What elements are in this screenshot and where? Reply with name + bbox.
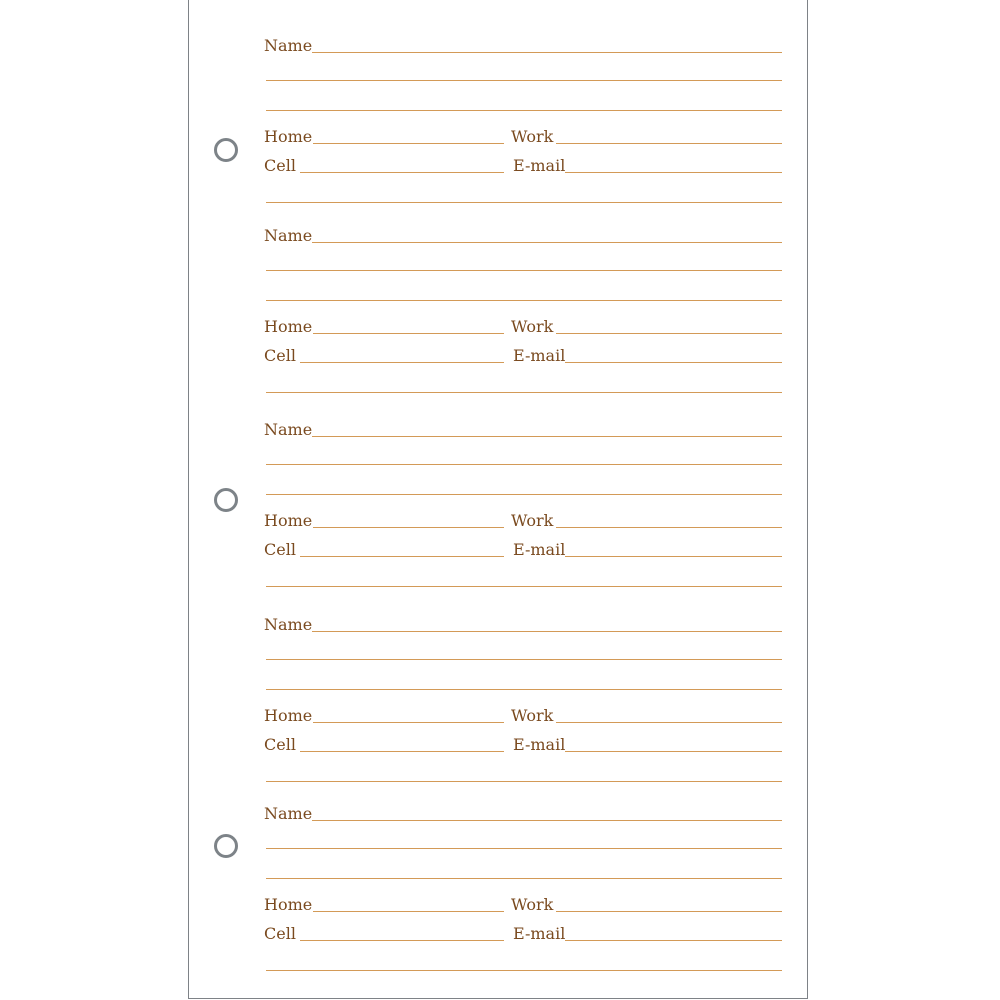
name-line[interactable] [312,631,782,632]
cell-phone-row [264,539,504,559]
cell-phone-label: Cell [264,924,296,943]
cell-phone-line[interactable] [300,940,504,941]
home-phone-line[interactable] [313,527,504,528]
name-line[interactable] [312,52,782,53]
address-entry [189,803,809,983]
notes-line-row [266,764,782,784]
home-phone-line[interactable] [313,911,504,912]
address-line-1-row [266,63,782,83]
home-phone-label: Home [264,511,313,530]
address-line-1-line[interactable] [266,848,782,849]
cell-phone-line[interactable] [300,556,504,557]
work-phone-label: Work [511,317,554,336]
notes-line-row [266,953,782,973]
work-phone-label: Work [511,511,554,530]
email-row [513,539,782,559]
work-phone-row [511,894,782,914]
work-phone-row [511,705,782,725]
home-phone-label: Home [264,706,313,725]
address-line-2-row [266,477,782,497]
address-line-1-row [266,253,782,273]
address-line-1-row [266,831,782,851]
email-row [513,155,782,175]
address-line-2-row [266,93,782,113]
address-line-2-row [266,672,782,692]
name-row [264,614,782,634]
name-row [264,803,782,823]
email-label: E-mail [513,735,566,754]
home-phone-row [264,316,504,336]
home-phone-row [264,126,504,146]
address-line-2-line[interactable] [266,689,782,690]
name-line[interactable] [312,242,782,243]
work-phone-row [511,316,782,336]
name-label: Name [264,615,313,634]
address-entry [189,614,809,794]
work-phone-row [511,510,782,530]
cell-phone-label: Cell [264,540,296,559]
address-line-2-line[interactable] [266,110,782,111]
cell-phone-row [264,923,504,943]
address-entry [189,35,809,215]
email-row [513,734,782,754]
email-label: E-mail [513,156,566,175]
notes-line-line[interactable] [266,970,782,971]
address-line-1-line[interactable] [266,80,782,81]
work-phone-label: Work [511,706,554,725]
home-phone-line[interactable] [313,143,504,144]
address-line-2-row [266,283,782,303]
home-phone-row [264,705,504,725]
home-phone-line[interactable] [313,722,504,723]
email-label: E-mail [513,540,566,559]
email-line[interactable] [565,751,782,752]
email-line[interactable] [565,556,782,557]
notes-line-line[interactable] [266,202,782,203]
email-line[interactable] [565,940,782,941]
address-entry [189,419,809,599]
address-line-1-line[interactable] [266,270,782,271]
email-line[interactable] [565,172,782,173]
name-row [264,35,782,55]
cell-phone-row [264,734,504,754]
home-phone-label: Home [264,127,313,146]
address-line-2-line[interactable] [266,878,782,879]
cell-phone-row [264,155,504,175]
work-phone-line[interactable] [556,722,782,723]
email-label: E-mail [513,346,566,365]
cell-phone-label: Cell [264,735,296,754]
name-label: Name [264,420,313,439]
notes-line-line[interactable] [266,586,782,587]
address-entry [189,225,809,405]
notes-line-line[interactable] [266,781,782,782]
cell-phone-label: Cell [264,156,296,175]
home-phone-row [264,510,504,530]
name-line[interactable] [312,820,782,821]
email-line[interactable] [565,362,782,363]
name-label: Name [264,36,313,55]
home-phone-row [264,894,504,914]
work-phone-line[interactable] [556,527,782,528]
home-phone-label: Home [264,895,313,914]
address-line-1-row [266,642,782,662]
email-row [513,345,782,365]
work-phone-line[interactable] [556,333,782,334]
work-phone-line[interactable] [556,143,782,144]
name-label: Name [264,804,313,823]
work-phone-row [511,126,782,146]
cell-phone-line[interactable] [300,751,504,752]
home-phone-line[interactable] [313,333,504,334]
notes-line-line[interactable] [266,392,782,393]
home-phone-label: Home [264,317,313,336]
notes-line-row [266,569,782,589]
cell-phone-line[interactable] [300,172,504,173]
work-phone-label: Work [511,895,554,914]
email-label: E-mail [513,924,566,943]
address-line-1-line[interactable] [266,659,782,660]
name-row [264,419,782,439]
work-phone-line[interactable] [556,911,782,912]
address-line-2-row [266,861,782,881]
cell-phone-label: Cell [264,346,296,365]
name-row [264,225,782,245]
name-line[interactable] [312,436,782,437]
address-line-2-line[interactable] [266,494,782,495]
address-line-1-line[interactable] [266,464,782,465]
cell-phone-line[interactable] [300,362,504,363]
notes-line-row [266,185,782,205]
cell-phone-row [264,345,504,365]
address-page [188,0,808,999]
notes-line-row [266,375,782,395]
email-row [513,923,782,943]
name-label: Name [264,226,313,245]
address-line-2-line[interactable] [266,300,782,301]
address-line-1-row [266,447,782,467]
work-phone-label: Work [511,127,554,146]
